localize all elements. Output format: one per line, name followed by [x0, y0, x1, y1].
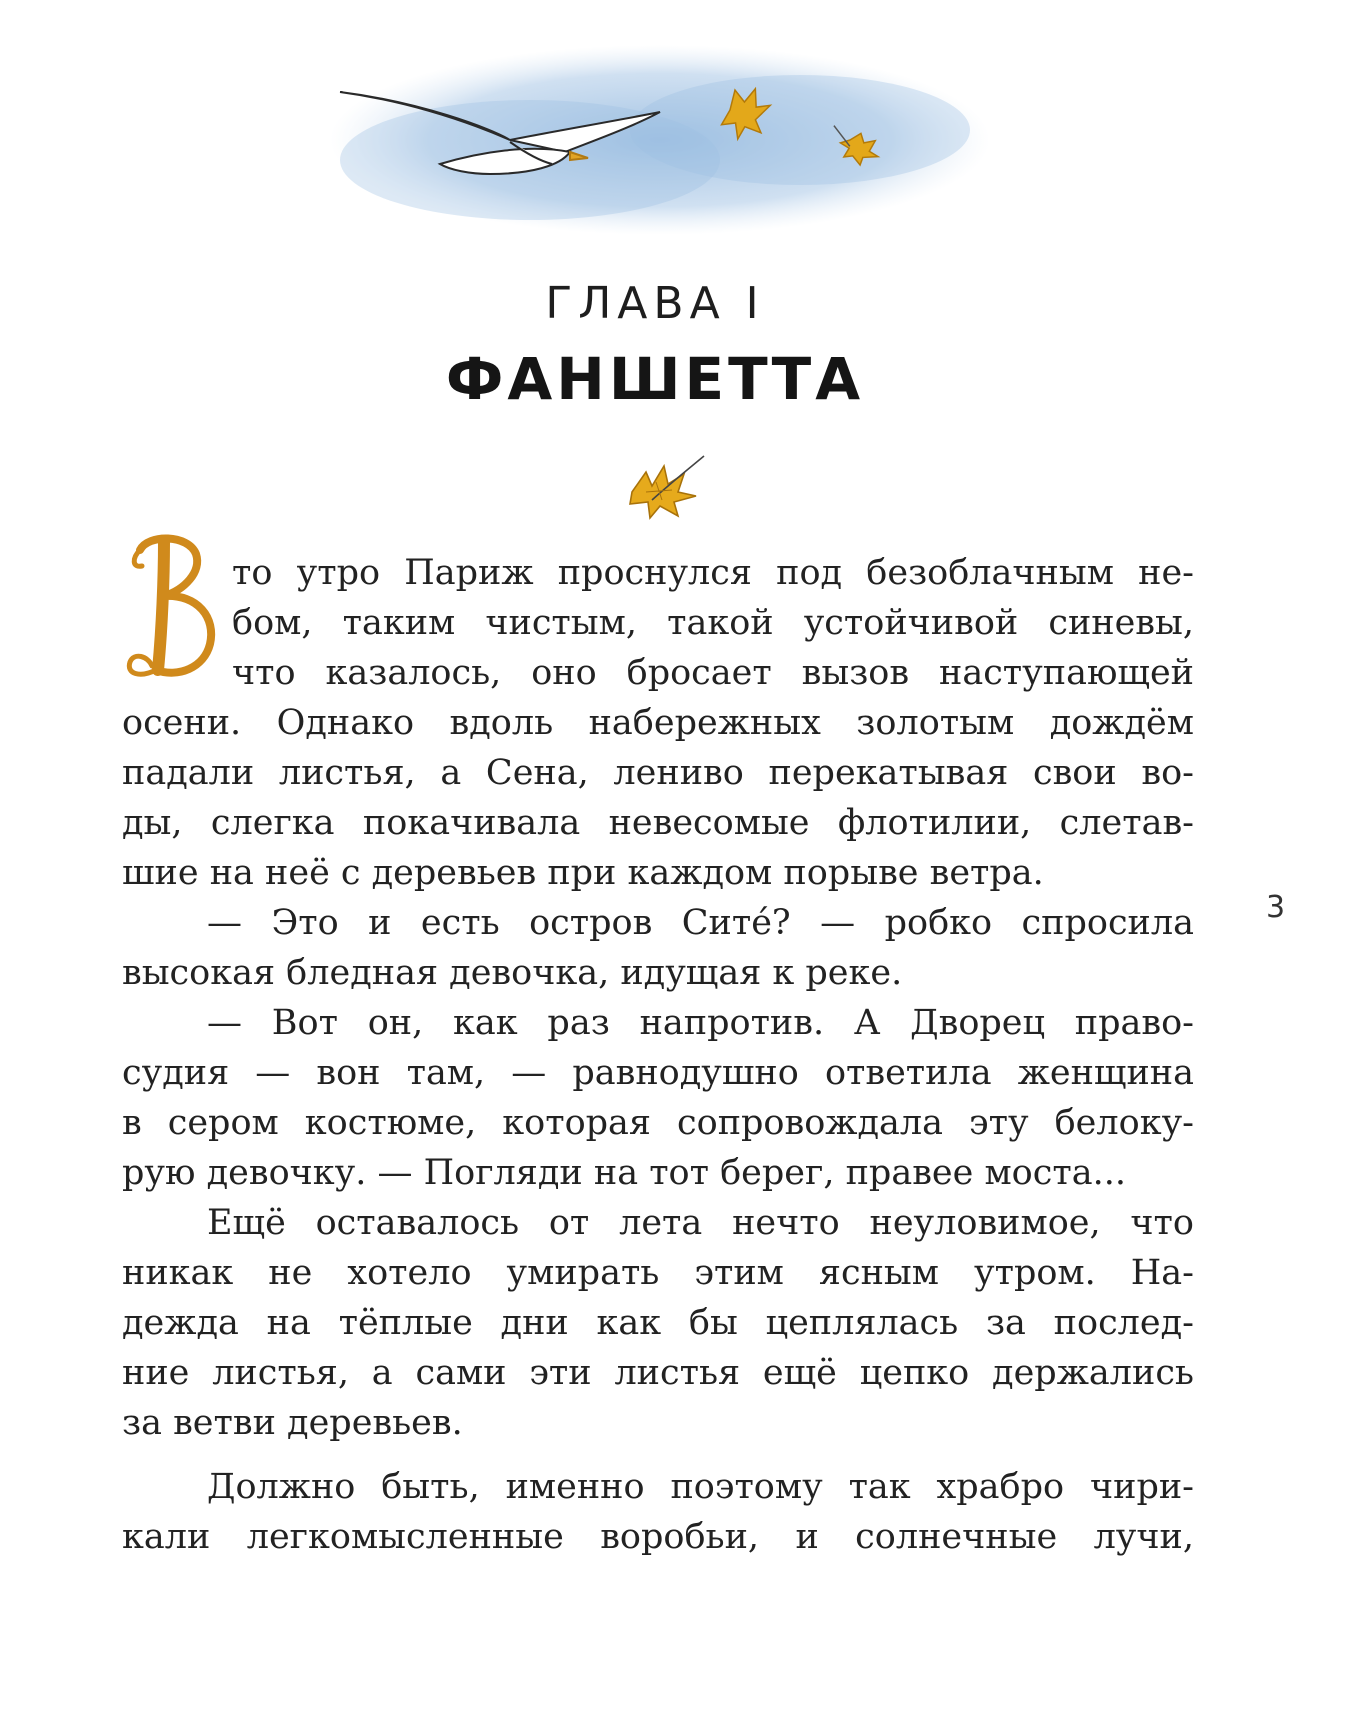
text-line: — Это и есть остров Ситé? — робко спросила: [207, 903, 1194, 943]
text-line: падали листья, а Сена, лениво перекатывая свои во-: [122, 753, 1194, 793]
text-line: высокая бледная девочка, идущая к реке.: [122, 953, 903, 993]
chapter-title: ФАНШЕТТА: [445, 345, 865, 413]
chapter-text: [122, 548, 1194, 1562]
text-line: шие на неё с деревьев при каждом порыве ветра.: [122, 853, 1044, 893]
text-line: дежда на тёплые дни как бы цеплялась за послед-: [122, 1303, 1194, 1343]
text-line: рую девочку. — Погляди на тот берег, правее моста...: [122, 1153, 1126, 1193]
text-line: Ещё оставалось от лета нечто неуловимое, что: [207, 1203, 1194, 1243]
text-line: — Вот он, как раз напротив. А Дворец право-: [207, 1003, 1194, 1043]
text-line: ние листья, а сами эти листья ещё цепко держались: [122, 1353, 1194, 1393]
page-number: 3: [1266, 890, 1286, 925]
text-line: судия — вон там, — равнодушно ответила женщина: [122, 1053, 1194, 1093]
text-line: никак не хотело умирать этим ясным утром. На-: [122, 1253, 1194, 1293]
text-line: кали легкомысленные воробьи, и солнечные лучи,: [122, 1517, 1194, 1557]
leaf-ornament-icon: [612, 452, 712, 522]
text-line: то утро Париж проснулся под безоблачным не-: [232, 553, 1194, 593]
text-line: Должно быть, именно поэтому так храбро чири-: [207, 1467, 1194, 1507]
chapter-number: ГЛАВА I: [545, 278, 765, 329]
text-line: что казалось, оно бросает вызов наступающей: [232, 653, 1194, 693]
text-line: бом, таким чистым, такой устойчивой синевы,: [232, 603, 1194, 643]
text-line: ды, слегка покачивала невесомые флотилии, слетав-: [122, 803, 1194, 843]
text-line: за ветви деревьев.: [122, 1403, 463, 1443]
text-line: в сером костюме, которая сопровождала эту белоку-: [122, 1103, 1194, 1143]
seagull-illustration: [330, 40, 1030, 240]
text-line: осени. Однако вдоль набережных золотым дождём: [122, 703, 1194, 743]
